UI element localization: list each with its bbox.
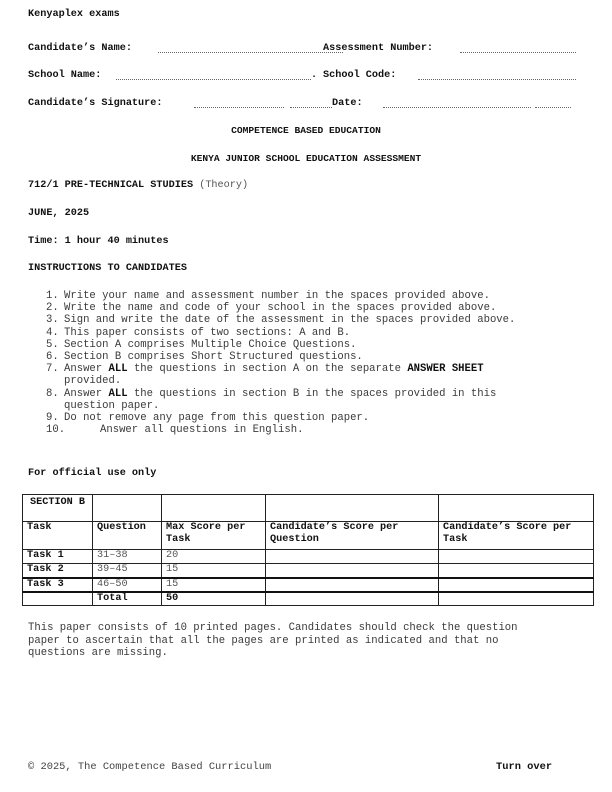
score-per-question-cell[interactable] (266, 564, 439, 578)
school-name-label: School Name: (28, 70, 102, 81)
header-max-score: Max Score per Task (162, 522, 266, 550)
header-score-per-task: Candidate’s Score per Task (439, 522, 594, 550)
assessment-number-field[interactable] (460, 52, 576, 53)
instruction-item: 9. Do not remove any page from this question paper. (46, 412, 370, 425)
candidate-name-label: Candidate’s Name: (28, 43, 132, 54)
total-score-per-question-cell[interactable] (266, 592, 439, 606)
assessment-number-label: Assessment Number: (323, 43, 434, 54)
paper-time: Time: 1 hour 40 minutes (28, 236, 169, 247)
instruction-item: 3. Sign and write the date of the assessment in the spaces provided above. (46, 314, 516, 327)
table-row: Task 2 39–45 15 (23, 564, 594, 578)
candidate-info-row (28, 43, 576, 57)
official-use-label: For official use only (28, 468, 157, 479)
school-info-row (28, 70, 576, 84)
signature-field-ext[interactable] (290, 107, 332, 108)
date-field-ext[interactable] (535, 107, 571, 108)
candidate-name-field[interactable] (158, 52, 343, 53)
title-competence-based-education: COMPETENCE BASED EDUCATION (231, 125, 381, 136)
total-value: 50 (162, 592, 266, 606)
score-table (22, 494, 594, 606)
total-score-per-task-cell[interactable] (439, 592, 594, 606)
table-total-row (23, 592, 594, 606)
copyright-footer: © 2025, The Competence Based Curriculum (28, 761, 272, 773)
score-per-task-cell[interactable] (439, 550, 594, 564)
instruction-item: 7. Answer ALL the questions in section A on the separate ANSWER SHEET (46, 363, 484, 376)
instruction-item-continuation: question paper. (64, 399, 160, 412)
school-name-field[interactable] (116, 79, 311, 80)
table-section-row (23, 495, 594, 522)
paper-code-subject: 712/1 PRE-TECHNICAL STUDIES (28, 180, 194, 191)
paper-date: JUNE, 2025 (28, 208, 90, 219)
total-label: Total (93, 592, 162, 606)
date-label: Date: (332, 98, 363, 109)
table-header-row (23, 522, 594, 550)
score-per-question-cell[interactable] (266, 550, 439, 564)
signature-field[interactable] (194, 107, 284, 108)
section-b-cell: SECTION B (23, 495, 93, 522)
header-score-per-question: Candidate’s Score per Question (266, 522, 439, 550)
instruction-item: 6. Section B comprises Short Structured questions. (46, 351, 363, 364)
instruction-item: 2. Write the name and code of your school in the spaces provided above. (46, 302, 497, 315)
signature-label: Candidate’s Signature: (28, 98, 163, 109)
instruction-item: 4. This paper consists of two sections: A and B. (46, 326, 351, 339)
instructions-list (46, 290, 515, 436)
paper-title (28, 180, 248, 191)
school-code-label: School Code: (323, 70, 397, 81)
separator-dot: . (311, 70, 318, 81)
page-count-note: This paper consists of 10 printed pages. Candidates should check the question paper to ascertain that all the pages are printed as indicated and that no questions are missing. (28, 622, 518, 660)
instruction-item-continuation: provided. (64, 375, 122, 388)
instruction-item: 1. Write your name and assessment number in the spaces provided above. (46, 290, 490, 302)
header-task: Task (23, 522, 93, 550)
turn-over-label: Turn over (496, 761, 553, 773)
date-field[interactable] (383, 107, 531, 108)
source-label: Kenyaplex exams (28, 9, 120, 20)
paper-type: (Theory) (199, 180, 249, 191)
signature-row (28, 98, 576, 112)
school-code-field[interactable] (418, 79, 576, 80)
instruction-item: 10. Answer all questions in English. (46, 424, 304, 437)
title-kjsea: KENYA JUNIOR SCHOOL EDUCATION ASSESSMENT (190, 153, 422, 164)
table-row: Task 1 31–38 20 (23, 550, 594, 564)
table-row: Task 3 46–50 15 (23, 578, 594, 592)
score-per-question-cell[interactable] (266, 578, 439, 592)
instructions-heading: INSTRUCTIONS TO CANDIDATES (28, 263, 187, 274)
instruction-item: 8. Answer ALL the questions in section B in the spaces provided in this (46, 387, 497, 400)
instruction-item: 5. Section A comprises Multiple Choice Questions. (46, 338, 357, 351)
score-per-task-cell[interactable] (439, 564, 594, 578)
header-question: Question (93, 522, 162, 550)
score-per-task-cell[interactable] (439, 578, 594, 592)
